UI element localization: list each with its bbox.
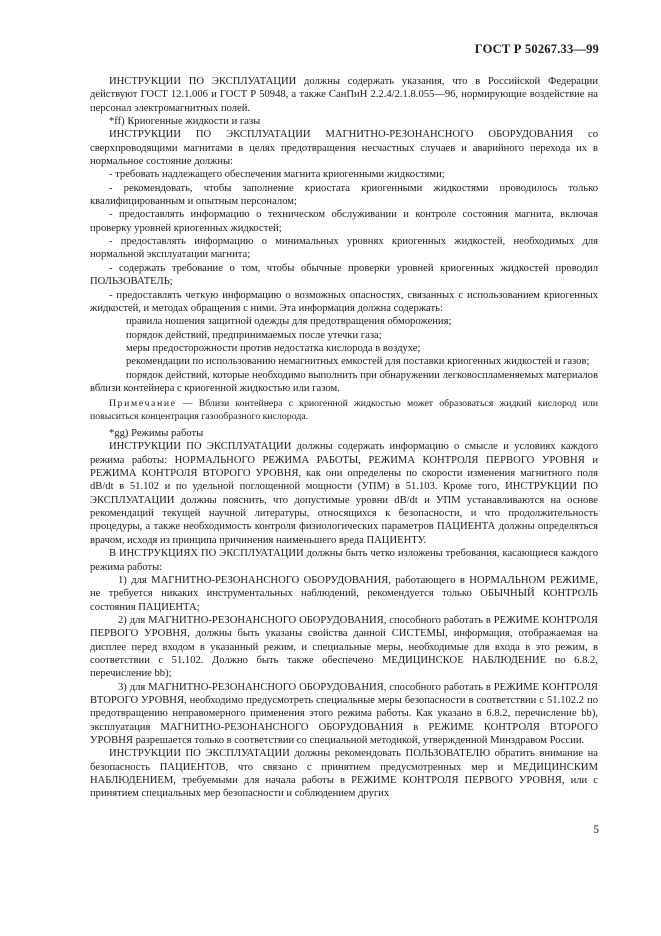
paragraph: - предоставлять информацию о минимальных уровнях криогенных жидкостей, необходимых для нормальной эксплуатации магнита; — [90, 236, 598, 261]
paragraph: *ff) Криогенные жидкости и газы — [109, 116, 261, 128]
text-block-cryogenic — [90, 75, 598, 395]
paragraph: - предоставлять четкую информацию о возможных опасностях, связанных с использованием криогенных жидкостей, и методах обращения с ними. Эта информация должна содержать: — [90, 289, 598, 314]
paragraph: 2) для МАГНИТНО-РЕЗОНАНСНОГО ОБОРУДОВАНИЯ, способного работать в РЕЖИМЕ КОНТРОЛЯ ПЕРВОГО УРОВНЯ, должны быть указаны свойства данной СИСТЕМЫ, информация, отображаемая на дисплее перед входом в указанный режим, и специальные меры, необходимые для входа в это режим, в соответствии с 51.102. Должно быть также обеспечено МЕДИЦИНСКОЕ НАБЛЮДЕНИЕ по 6.8.2, перечисление bb); — [90, 614, 598, 680]
paragraph: рекомендации по использованию немагнитных емкостей для поставки криогенных жидкостей и газов; — [126, 356, 590, 368]
paragraph: В ИНСТРУКЦИЯХ ПО ЭКСПЛУАТАЦИИ должны быть четко изложены требования, касающиеся каждого режима работы: — [90, 548, 598, 573]
paragraph: 1) для МАГНИТНО-РЕЗОНАНСНОГО ОБОРУДОВАНИЯ, работающего в НОРМАЛЬНОМ РЕЖИМЕ, не требуется никаких инструментальных наблюдений, рекомендуется только ОБЫЧНЫЙ КОНТРОЛЬ состояния ПАЦИЕНТА; — [90, 574, 598, 613]
paragraph: порядок действий, которые необходимо выполнить при обнаружении легковоспламеняемых материалов вблизи контейнера с криогенной жидкостью или газом. — [90, 369, 598, 394]
paragraph: - требовать надлежащего обеспечения магнита криогенными жидкостями; — [109, 169, 445, 181]
note-text: — Вблизи контейнера с криогенной жидкостью может образоваться жидкий кислород или повыситься концентрация газообразного кислорода. — [90, 398, 598, 422]
paragraph: *gg) Режимы работы — [109, 428, 204, 440]
document-body — [90, 75, 598, 801]
paragraph: ИНСТРУКЦИИ ПО ЭКСПЛУАТАЦИИ должны содержать указания, что в Российской Федерации действуют ГОСТ 12.1.006 и ГОСТ Р 50948, а также СанПиН 2.2.4/2.1.8.055—96, нормирующие воздействие на персонал электромагнитных полей. — [90, 76, 598, 114]
paragraph: ИНСТРУКЦИИ ПО ЭКСПЛУАТАЦИИ должны содержать информацию о смысле и условиях каждого режима работы: НОРМАЛЬНОГО РЕЖИМА РАБОТЫ, РЕЖИМА КОНТРОЛЯ ПЕРВОГО УРОВНЯ и РЕЖИМА КОНТРОЛЯ ВТОРОГО УРОВНЯ, как они определены по скорости изменения магнитного поля dB/dt в 51.102 и по удельной поглощенной мощности (УПМ) в 51.103. Кроме того, ИНСТРУКЦИИ ПО ЭКСПЛУАТАЦИИ должны пояснить, что допустимые уровни dB/dt и УПМ устанавливаются на основе рекомендаций текущей научной литературы, относящихся к безопасности, и что продолжительность процедуры, а также необходимость контроля физиологических параметров ПАЦИЕНТА должны определяться врачом, исходя из принципа причинения наименьшего вреда ПАЦИЕНТУ. — [90, 441, 598, 546]
paragraph: 3) для МАГНИТНО-РЕЗОНАНСНОГО ОБОРУДОВАНИЯ, способного работать в РЕЖИМЕ КОНТРОЛЯ ВТОРОГО УРОВНЯ, необходимо предусмотреть специальные меры безопасности в соответствии с 51.102.2 по предотвращению неправомерного применения этого режима работы. Как указано в 6.8.2, перечисление bb), эксплуатация МАГНИТНО-РЕЗОНАНСНОГО ОБОРУДОВАНИЯ в РЕЖИМЕ КОНТРОЛЯ ВТОРОГО УРОВНЯ разрешается только в соответствии со специальной методикой, утвержденной Минздравом России. — [90, 681, 598, 746]
paragraph: ИНСТРУКЦИИ ПО ЭКСПЛУАТАЦИИ МАГНИТНО-РЕЗОНАНСНОГО ОБОРУДОВАНИЯ со сверхпроводящими магнитами в целях предотвращения несчастных случаев и аварийного перехода их в нормальное состояние должны: — [90, 129, 598, 168]
paragraph: правила ношения защитной одежды для предотвращения обморожения; — [126, 316, 452, 328]
note-paragraph — [90, 398, 598, 423]
paragraph: ИНСТРУКЦИИ ПО ЭКСПЛУАТАЦИИ должны рекомендовать ПОЛЬЗОВАТЕЛЮ обратить внимание на безопасность ПАЦИЕНТОВ, что связано с принятием предусмотренных мер и МЕДИЦИНСКИМ НАБЛЮДЕНИЕМ, требуемыми для начала работы в РЕЖИМЕ КОНТРОЛЯ ПЕРВОГО УРОВНЯ, или с принятием специальных мер безопасности и соблюдением других — [90, 748, 598, 800]
paragraph: меры предосторожности против недостатка кислорода в воздухе; — [126, 342, 421, 354]
text-block-operating-modes — [90, 427, 598, 801]
paragraph: - содержать требование о том, чтобы обычные проверки уровней криогенных жидкостей проводил ПОЛЬЗОВАТЕЛЬ; — [90, 262, 598, 288]
paragraph: порядок действий, предпринимаемых после утечки газа; — [126, 329, 382, 341]
paragraph: - предоставлять информацию о техническом обслуживании и контроле состояния магнита, включая проверку уровней криогенных жидкостей; — [90, 209, 598, 234]
note-label: Примечание — [109, 398, 177, 410]
paragraph: - рекомендовать, чтобы заполнение криостата криогенными жидкостями проводилось только квалифицированным и опытным персоналом; — [90, 182, 598, 208]
document-code-header: ГОСТ Р 50267.33—99 — [474, 42, 599, 56]
page-number: 5 — [593, 824, 599, 836]
